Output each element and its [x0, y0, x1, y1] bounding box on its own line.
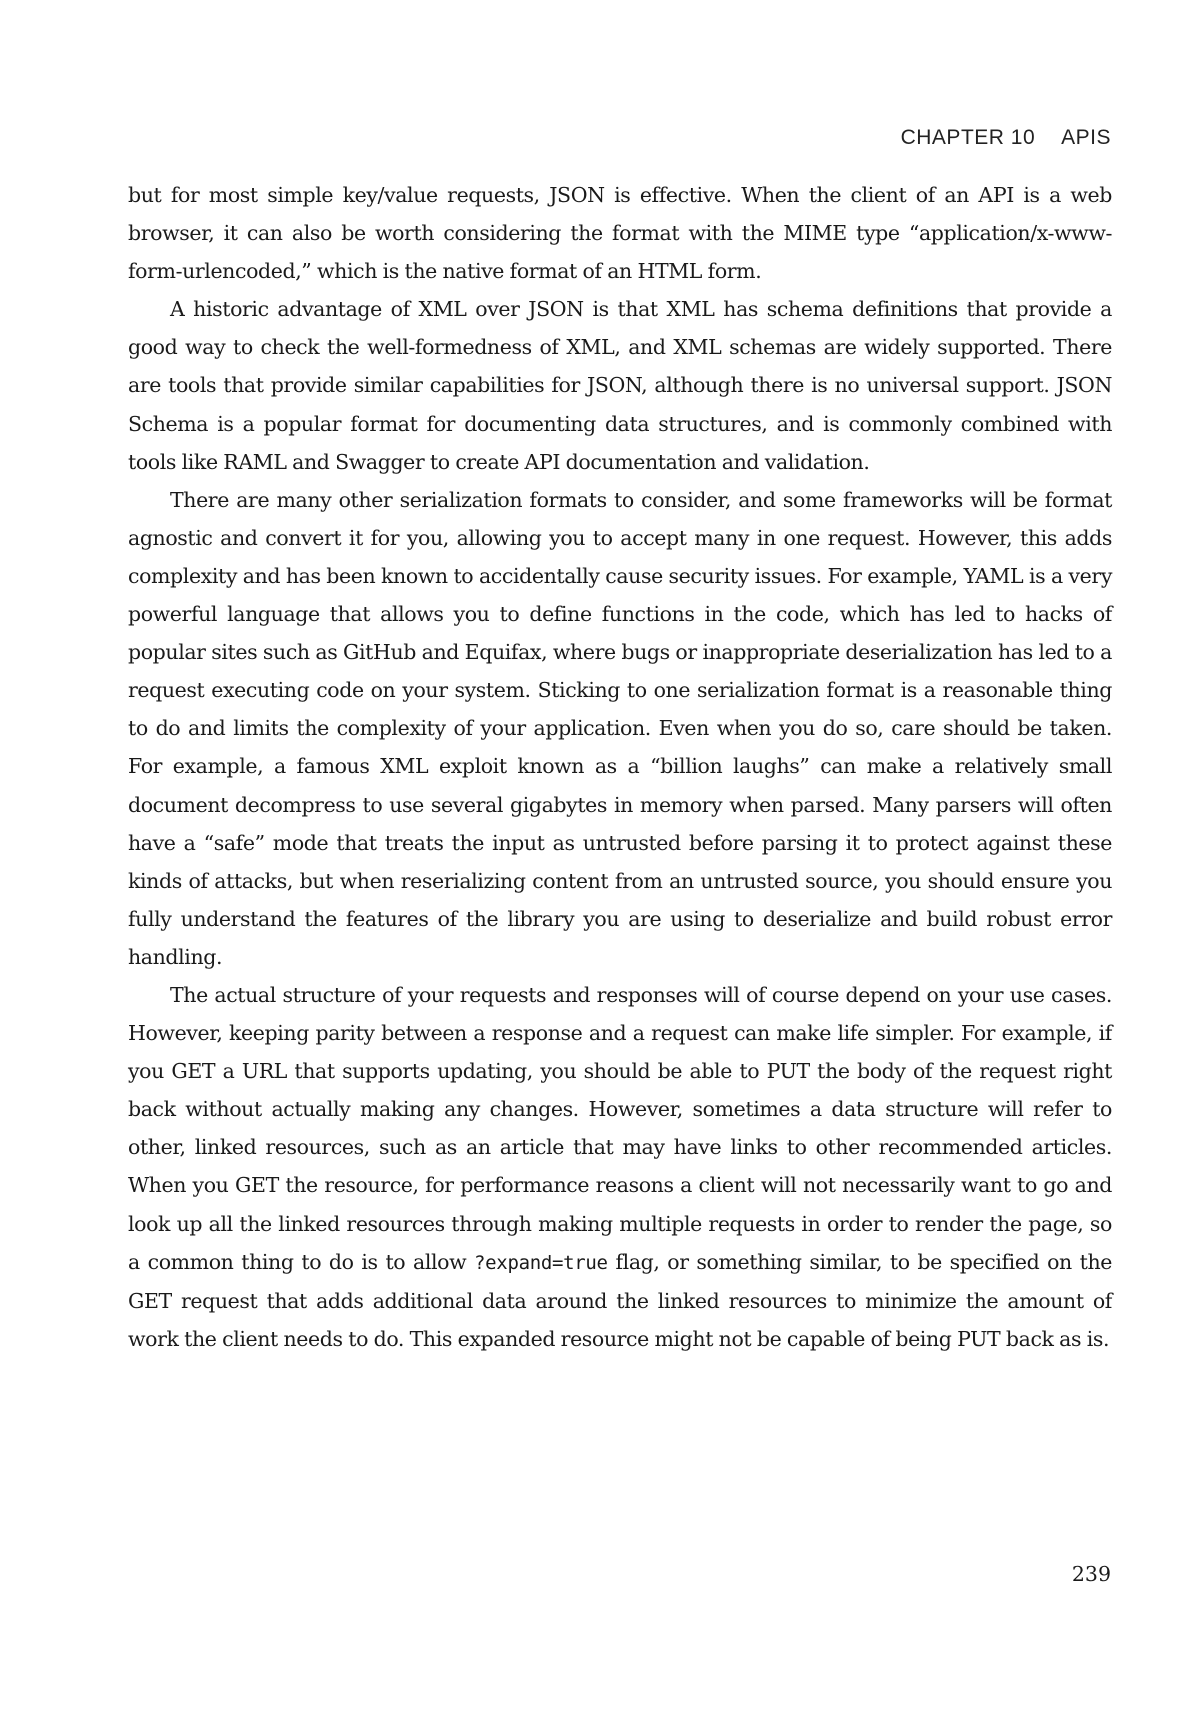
body-text: [128, 176, 1112, 1358]
running-head-chapter: CHAPTER 10: [900, 126, 1036, 149]
paragraph-serialization-formats: There are many other serialization formats to consider, and some frameworks will be format agnostic and convert it for you, allowing you to accept many in one request. However, this adds complexity and has been known to accidentally cause security issues. For example, YAML is a very powerful language that allows you to define functions in the code, which has led to hacks of popular sites such as GitHub and Equifax, where bugs or inappropriate deserialization has led to a request executing code on your system. Sticking to one serialization format is a reasonable thing to do and limits the complexity of your application. Even when you do so, care should be taken. For example, a famous XML exploit known as a “billion laughs” can make a relatively small document decompress to use several gigabytes in memory when parsed. Many parsers will often have a “safe” mode that treats the input as untrusted before parsing it to protect against these kinds of attacks, but when reserializing content from an untrusted source, you should ensure you fully understand the features of the library you are using to deserialize and build robust error handling.: [128, 487, 1112, 969]
paragraph-request-structure: [128, 976, 1112, 1358]
paragraph-continuation: but for most simple key/value requests, JSON is effective. When the client of an API is a web browser, it can also be worth considering the format with the MIME type “application/x-www-form-urlencoded,” which is the native format of an HTML form.: [128, 183, 1112, 284]
running-head: [901, 126, 1111, 150]
page-number: 239: [1071, 1562, 1111, 1586]
paragraph-text-before-code: The actual structure of your requests and responses will of course depend on your use cases. However, keeping parity between a response and a request can make life simpler. For example, if you GET a URL that supports updating, you should be able to PUT the body of the request right back without actually making any changes. However, sometimes a data structure will refer to other, linked resources, such as an article that may have links to other recommended articles. When you GET the resource, for performance reasons a client will not necessarily want to go and look up all the linked resources through making multiple requests in order to render the page, so a common thing to do is to allow: [128, 982, 1112, 1274]
inline-code-expand: ?expand=true: [474, 1251, 608, 1274]
paragraph-text-after-code: flag, or something similar, to be specified on the GET request that adds additional data around the linked resources to minimize the amount of work the client needs to do. This expanded resource might not be capable of being PUT back as is.: [128, 1249, 1112, 1351]
running-head-title: APIS: [1061, 126, 1111, 149]
paragraph-xml-schema: A historic advantage of XML over JSON is that XML has schema definitions that provide a good way to check the well-formedness of XML, and XML schemas are widely supported. There are tools that provide similar capabilities for JSON, although there is no universal support. JSON Schema is a popular format for documenting data structures, and is commonly combined with tools like RAML and Swagger to create API documentation and validation.: [128, 297, 1112, 474]
